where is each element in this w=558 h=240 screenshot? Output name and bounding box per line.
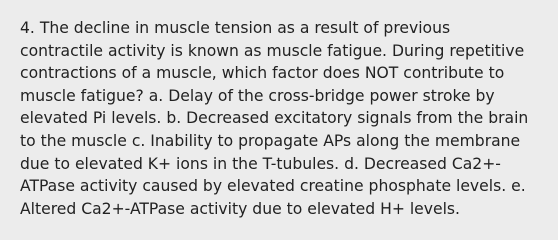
question-line: muscle fatigue? a. Delay of the cross-bridge power stroke by <box>20 86 495 105</box>
question-line: Altered Ca2+-ATPase activity due to elevated H+ levels. <box>20 199 461 218</box>
question-line: contractions of a muscle, which factor does NOT contribute to <box>20 64 505 83</box>
question-line: contractile activity is known as muscle fatigue. During repetitive <box>20 41 525 60</box>
question-line: ATPase activity caused by elevated creatine phosphate levels. e. <box>20 177 526 196</box>
question-text <box>20 17 548 220</box>
question-line: elevated Pi levels. b. Decreased excitatory signals from the brain <box>20 109 529 128</box>
question-line: 4. The decline in muscle tension as a result of previous <box>20 19 451 37</box>
question-line: due to elevated K+ ions in the T-tubules. d. Decreased Ca2+- <box>20 154 501 173</box>
question-line: to the muscle c. Inability to propagate APs along the membrane <box>20 131 521 150</box>
